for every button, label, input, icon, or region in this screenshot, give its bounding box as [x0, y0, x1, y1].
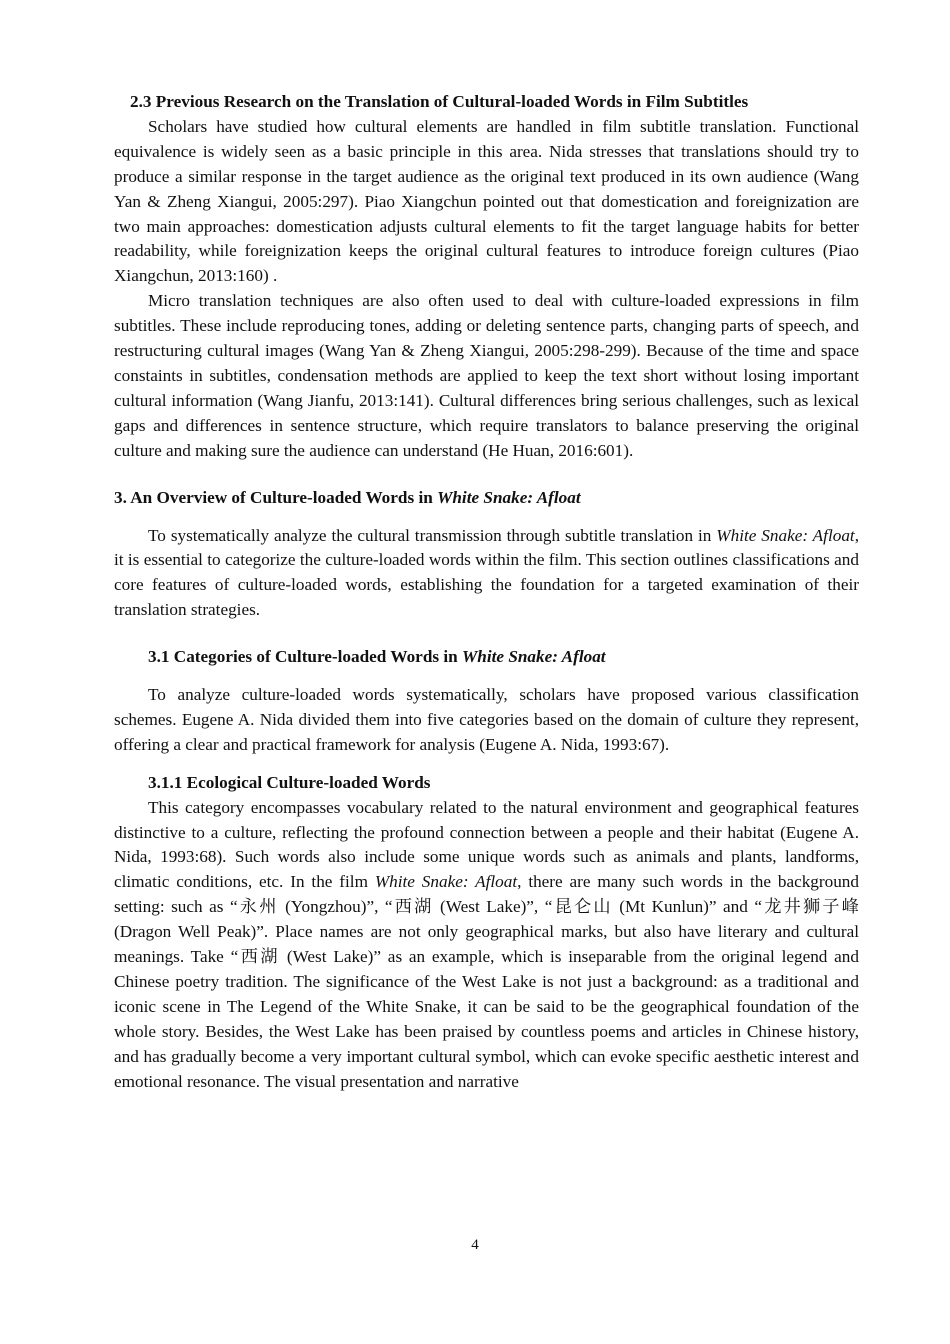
section-3-paragraph-1	[114, 524, 859, 624]
section-3-1-paragraph-1: To analyze culture-loaded words systematically, scholars have proposed various classification schemes. Eugene A. Nida divided them into five categories based on the domain of culture they represent, offering a clear and practical framework for analysis (Eugene A. Nida, 1993:67).	[114, 685, 859, 754]
section-3-heading-text: 3. An Overview of Culture-loaded Words in	[114, 487, 438, 507]
document-page	[114, 90, 859, 1095]
section-3-1-1-heading: 3.1.1 Ecological Culture-loaded Words	[148, 772, 431, 792]
section-3-1-heading	[114, 645, 859, 670]
film-title: White Snake: Afloat	[462, 647, 606, 667]
section-3-1-1-paragraph-1	[114, 796, 859, 1095]
paragraph-text: To systematically analyze the cultural transmission through subtitle translation in	[148, 525, 717, 545]
paragraph-text: , there are many such words in the background setting: such as “永州 (Yongzhou)”, “西湖 (West Lake)”, “昆仑山 (Mt Kunlun)” and “龙井狮子峰 (Dragon Well Peak)”. Place names are not only geographical marks, but also have literary and cultural meanings. Take “西湖 (West Lake)” as an example, which is inseparable from the original legend and Chinese poetry tradition. The significance of the West Lake is not just a background: as a traditional and iconic scene in The Legend of the White Snake, it can be said to be the geographical foundation of the whole story. Besides, the West Lake has been praised by countless poems and articles in Chinese history, and has gradually become a very important cultural symbol, which can evoke specific aesthetic interest and emotional resonance. The visual presentation and narrative	[114, 872, 859, 1091]
section-3-1-heading-text: 3.1 Categories of Culture-loaded Words in	[148, 647, 462, 667]
section-2-3-paragraph-2: Micro translation techniques are also often used to deal with culture-loaded expressions in film subtitles. These include reproducing tones, adding or deleting sentence parts, changing parts of speech, and restructuring cultural images (Wang Yan & Zheng Xiangui, 2005:298-299). Because of the time and space constaints in subtitles, condensation methods are applied to keep the text short without losing important cultural information (Wang Jianfu, 2013:141). Cultural differences bring serious challenges, such as lexical gaps and differences in sentence structure, which require translators to balance preserving the original culture and making sure the audience can understand (He Huan, 2016:601).	[114, 291, 859, 460]
paragraph-text: , it is essential to categorize the culture-loaded words within the film. This section outlines classifications and core features of culture-loaded words, establishing the foundation for a targeted examination of their translation strategies.	[114, 525, 859, 620]
section-2-3-paragraph-1: Scholars have studied how cultural elements are handled in film subtitle translation. Functional equivalence is widely seen as a basic principle in this area. Nida stresses that translations should try to produce a similar response in the target audience as the original text produced in its own audience (Wang Yan & Zheng Xiangui, 2005:297). Piao Xiangchun pointed out that domestication and foreignization are two main approaches: domestication adjusts cultural elements to fit the target language habits for better readability, while foreignization keeps the original cultural features to introduce foreign cultures (Piao Xiangchun, 2013:160) .	[114, 116, 859, 286]
section-3-heading	[114, 486, 859, 511]
paragraph-text: This category encompasses vocabulary related to the natural environment and geographical features distinctive to a culture, reflecting the profound connection between a people and their habitat (Eugene A. Nida, 1993:68). Such words also include some unique words such as animals and plants, landforms, climatic conditions, etc. In the film	[114, 797, 859, 892]
film-title: White Snake: Afloat	[437, 487, 581, 507]
page-number: 4	[471, 1237, 479, 1253]
section-2-3-heading: 2.3 Previous Research on the Translation of Cultural-loaded Words in Film Subtitles	[130, 92, 749, 111]
film-title: White Snake: Afloat	[374, 872, 518, 892]
film-title: White Snake: Afloat	[716, 525, 855, 545]
